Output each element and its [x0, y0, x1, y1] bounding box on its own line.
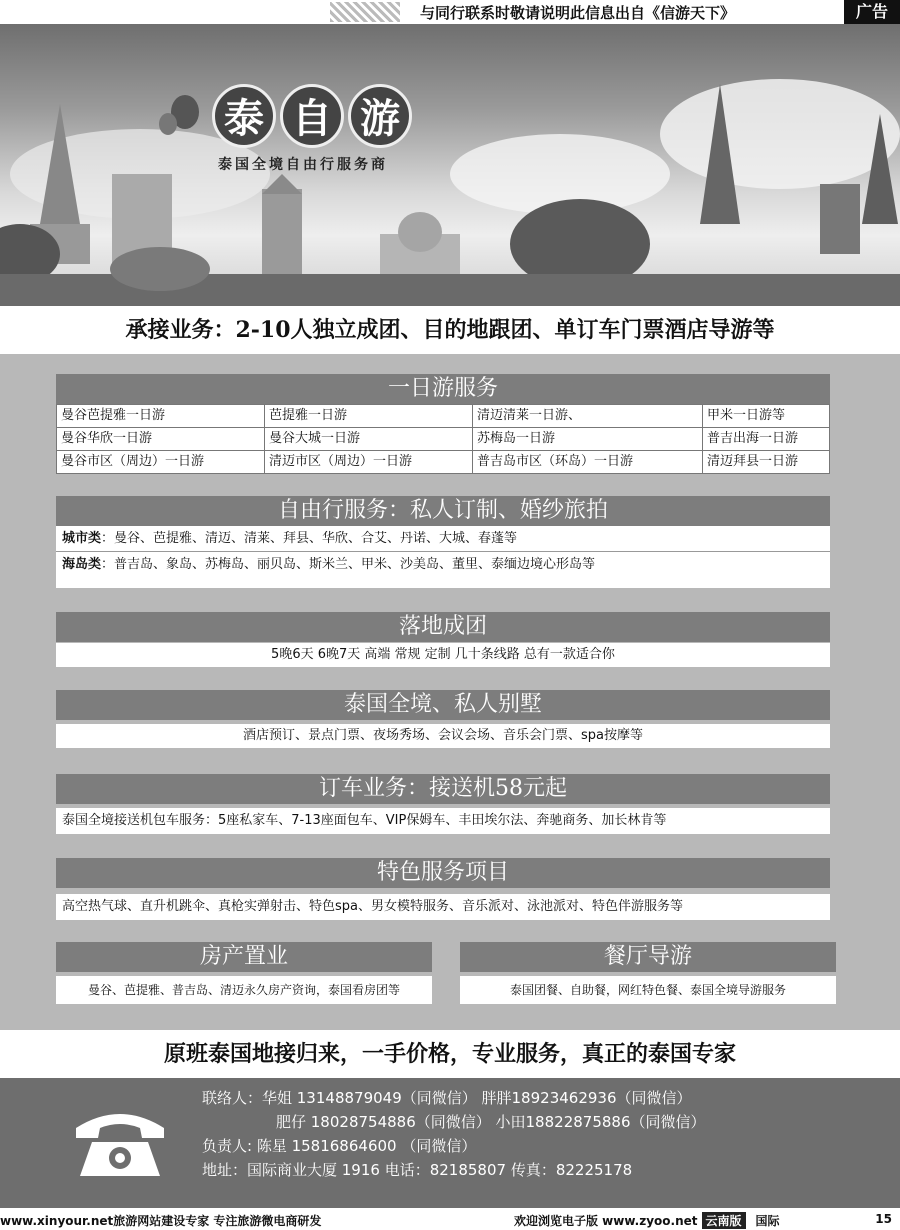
table-cell: 甲米一日游等 [703, 405, 830, 428]
free-travel-title: 自由行服务：私人订制、婚纱旅拍 [56, 496, 830, 526]
day-tours-title: 一日游服务 [56, 374, 830, 404]
business-headline: 承接业务：2-10人独立成团、目的地跟团、单订车门票酒店导游等 [0, 306, 900, 354]
restaurant-text: 泰国团餐、自助餐，网红特色餐、泰国全境导游服务 [460, 976, 836, 1004]
villa-title: 泰国全境、私人别墅 [56, 690, 830, 720]
page-footer [0, 1210, 900, 1230]
table-cell: 曼谷华欣一日游 [57, 428, 265, 451]
logo-subtitle: 泰国全境自由行服务商 [218, 157, 388, 173]
day-tours-table [56, 404, 830, 474]
city-label: 城市类 [62, 531, 102, 546]
city-list: ：曼谷、芭提雅、清迈、清莱、拜县、华欣、合艾、丹诺、大城、春蓬等 [101, 531, 518, 546]
section-label: 国际 [755, 1214, 780, 1228]
table-row [57, 428, 830, 451]
footer-website: 欢迎浏览电子版 www.zyoo.net [514, 1214, 698, 1228]
table-cell: 清迈市区（周边）一日游 [265, 451, 473, 474]
city-row [56, 526, 830, 552]
group-tour-title: 落地成团 [56, 612, 830, 642]
services-panel [0, 354, 900, 1030]
group-tour-text: 5晚6天 6晚7天 高端 常规 定制 几十条线路 总有一款适合你 [56, 643, 830, 667]
telephone-icon [72, 1106, 168, 1180]
island-list: ：普吉岛、象岛、苏梅岛、丽贝岛、斯米兰、甲米、沙美岛、董里、泰缅边境心形岛等 [101, 557, 596, 572]
island-row [56, 552, 830, 578]
table-cell: 曼谷芭提雅一日游 [57, 405, 265, 428]
special-services-text: 高空热气球、直升机跳伞、真枪实弹射击、特色spa、男女模特服务、音乐派对、泳池派对、特色伴游服务等 [56, 894, 830, 920]
page-number: 15 [875, 1212, 892, 1226]
contact-line: 负责人: 陈星 15816864600 （同微信） [202, 1137, 477, 1155]
table-cell: 普吉出海一日游 [703, 428, 830, 451]
table-cell: 芭提雅一日游 [265, 405, 473, 428]
island-label: 海岛类 [62, 557, 102, 572]
footer-left-text: www.xinyour.net旅游网站建设专家 专注旅游微电商研发 [0, 1214, 322, 1228]
hero-banner [0, 24, 900, 306]
footer-right [514, 1212, 780, 1229]
logo-char: 游 [348, 84, 412, 148]
table-cell: 普吉岛市区（环岛）一日游 [473, 451, 703, 474]
slogan: 原班泰国地接归来，一手价格，专业服务，真正的泰国专家 [0, 1030, 900, 1078]
top-bar [0, 0, 900, 24]
property-title: 房产置业 [56, 942, 432, 972]
table-row [57, 405, 830, 428]
thai-skyline-illustration [0, 24, 900, 306]
table-cell: 清迈清莱一日游、 [473, 405, 703, 428]
property-text: 曼谷、芭提雅、普吉岛、清迈永久房产资询，泰国看房团等 [56, 976, 432, 1004]
restaurant-title: 餐厅导游 [460, 942, 836, 972]
brand-logo [212, 84, 432, 154]
villa-text: 酒店预订、景点门票、夜场秀场、会议会场、音乐会门票、spa按摩等 [56, 724, 830, 748]
special-services-title: 特色服务项目 [56, 858, 830, 888]
table-cell: 清迈拜县一日游 [703, 451, 830, 474]
car-service-text: 泰国全境接送机包车服务：5座私家车、7-13座面包车、VIP保姆车、丰田埃尔法、奔驰商务、加长林肯等 [56, 808, 830, 834]
table-cell: 曼谷市区（周边）一日游 [57, 451, 265, 474]
car-service-title: 订车业务：接送机58元起 [56, 774, 830, 804]
table-cell: 苏梅岛一日游 [473, 428, 703, 451]
source-notice: 与同行联系时敬请说明此信息出自《信游天下》 [420, 4, 736, 22]
logo-char: 自 [280, 84, 344, 148]
checker-pattern [330, 2, 400, 22]
table-row [57, 451, 830, 474]
edition-tag: 云南版 [702, 1212, 746, 1229]
contact-line: 地址：国际商业大厦 1916 电话：82185807 传真：82225178 [202, 1161, 633, 1179]
contact-line: 肥仔 18028754886（同微信） 小田18822875886（同微信） [276, 1113, 706, 1131]
logo-char: 泰 [212, 84, 276, 148]
table-cell: 曼谷大城一日游 [265, 428, 473, 451]
free-travel-body [56, 526, 830, 588]
contact-lines [202, 1086, 706, 1182]
contact-line: 联络人：华姐 13148879049（同微信） 胖胖18923462936（同微信） [202, 1089, 692, 1107]
ad-tag: 广告 [844, 0, 900, 24]
contact-block [0, 1078, 900, 1208]
